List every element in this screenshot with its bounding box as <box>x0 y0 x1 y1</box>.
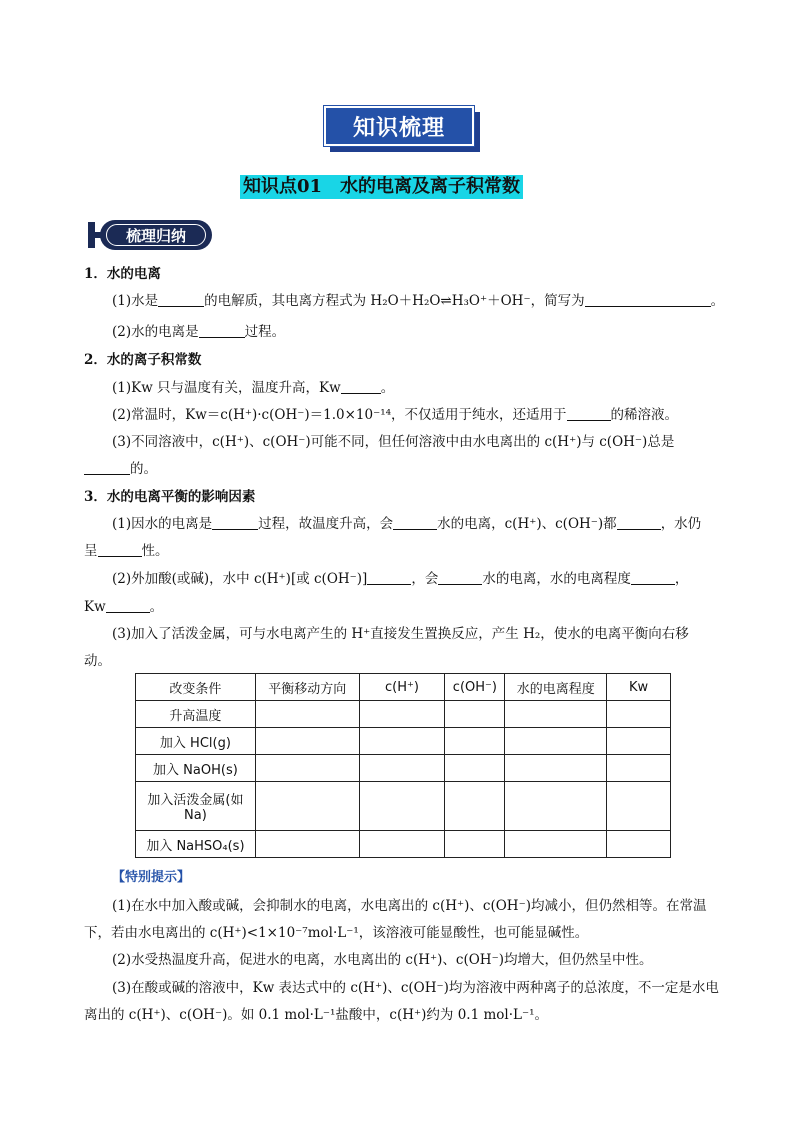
fill-blank[interactable] <box>341 379 381 394</box>
text: 的稀溶液。 <box>610 407 679 423</box>
tip-line-5: 离出的 c(H⁺)、c(OH⁻)。如 0.1 mol·L⁻¹盐酸中，c(H⁺)约为 0.1 mol·L⁻¹。 <box>84 1007 549 1023</box>
answer-cell[interactable] <box>445 701 505 728</box>
text: (1)水是 <box>112 293 159 309</box>
tip-line-1: (1)在水中加入酸或碱，会抑制水的电离，水电离出的 c(H⁺)、c(OH⁻)均减小，但仍然相等。在常温 <box>112 898 707 914</box>
special-tip-heading: 【特别提示】 <box>112 870 191 885</box>
section-2-title: 2．水的离子积常数 <box>84 352 202 368</box>
text: 。 <box>380 380 395 396</box>
table-header: 平衡移动方向 <box>255 674 359 701</box>
fill-blank[interactable] <box>617 515 661 530</box>
fill-blank[interactable] <box>98 542 142 557</box>
answer-cell[interactable] <box>607 755 671 782</box>
table-header: 水的电离程度 <box>505 674 607 701</box>
answer-cell[interactable] <box>359 728 445 755</box>
s3-line-5: (3)加入了活泼金属，可与水电离产生的 H⁺直接发生置换反应，产生 H₂，使水的电离平衡向右移 <box>112 626 689 642</box>
fill-blank[interactable] <box>438 570 482 585</box>
tip-line-4: (3)在酸或碱的溶液中，Kw 表达式中的 c(H⁺)、c(OH⁻)均为溶液中两种离子的总浓度，不一定是水电 <box>112 980 719 996</box>
s3-line-4 <box>84 595 163 615</box>
row-label: 升高温度 <box>136 701 256 728</box>
tag-label: 梳理归纳 <box>100 220 212 250</box>
table-header-row <box>136 674 671 701</box>
text: 过程，故温度升高，会 <box>258 516 394 532</box>
text: (1)Kw 只与温度有关，温度升高，Kw <box>112 380 341 396</box>
answer-cell[interactable] <box>445 831 505 858</box>
answer-cell[interactable] <box>505 728 607 755</box>
text: 水的电离，c(H⁺)、c(OH⁻)都 <box>437 516 617 532</box>
text: 过程。 <box>244 324 286 340</box>
row-label: 加入 HCl(g) <box>136 728 256 755</box>
banner-title: 知识梳理 <box>324 106 474 146</box>
table-header: c(OH⁻) <box>445 674 505 701</box>
row-label: 加入 NaHSO₄(s) <box>136 831 256 858</box>
s2-line-4 <box>84 457 157 477</box>
answer-cell[interactable] <box>505 782 607 831</box>
section-3-title: 3．水的电离平衡的影响因素 <box>84 489 256 505</box>
answer-cell[interactable] <box>445 728 505 755</box>
table-header: 改变条件 <box>136 674 256 701</box>
text: (2)外加酸(或碱)，水中 c(H⁺)[或 c(OH⁻)] <box>112 571 368 587</box>
text: 呈 <box>84 543 98 559</box>
answer-cell[interactable] <box>445 782 505 831</box>
section-1-title: 1．水的电离 <box>84 266 161 282</box>
answer-cell[interactable] <box>505 831 607 858</box>
section-banner <box>324 106 480 152</box>
s1-line-2 <box>112 320 285 340</box>
answer-cell[interactable] <box>359 831 445 858</box>
text: Kw <box>84 599 106 615</box>
text: 性。 <box>141 543 169 559</box>
fill-blank[interactable] <box>585 292 711 307</box>
text: 的电解质，其电离方程式为 H₂O＋H₂O⇌H₃O⁺＋OH⁻，简写为 <box>204 293 585 309</box>
s3-line-3 <box>112 567 688 587</box>
answer-cell[interactable] <box>607 831 671 858</box>
s3-line-2 <box>84 539 169 559</box>
text: (2)常温时，Kw＝c(H⁺)·c(OH⁻)＝1.0×10⁻¹⁴，不仅适用于纯水，还适用于 <box>112 407 567 423</box>
text: (1)因水的电离是 <box>112 516 213 532</box>
table-row <box>136 831 671 858</box>
condition-table <box>135 673 671 858</box>
fill-blank[interactable] <box>199 323 245 338</box>
answer-cell[interactable] <box>607 782 671 831</box>
fill-blank[interactable] <box>393 515 437 530</box>
text: 。 <box>710 293 725 309</box>
answer-cell[interactable] <box>359 701 445 728</box>
tip-line-2: 下，若由水电离出的 c(H⁺)<1×10⁻⁷mol·L⁻¹，该溶液可能显酸性，也可能显碱性。 <box>84 925 589 941</box>
text: (2)水的电离是 <box>112 324 199 340</box>
answer-cell[interactable] <box>505 701 607 728</box>
table-header: Kw <box>607 674 671 701</box>
text: ，水仍 <box>660 516 702 532</box>
s2-line-1 <box>112 376 394 396</box>
s2-line-3: (3)不同溶液中，c(H⁺)、c(OH⁻)可能不同，但任何溶液中由水电离出的 c(H⁺)与 c(OH⁻)总是 <box>112 434 675 450</box>
answer-cell[interactable] <box>505 755 607 782</box>
fill-blank[interactable] <box>84 460 130 475</box>
answer-cell[interactable] <box>255 728 359 755</box>
answer-cell[interactable] <box>255 782 359 831</box>
table-row <box>136 755 671 782</box>
answer-cell[interactable] <box>255 831 359 858</box>
answer-cell[interactable] <box>359 755 445 782</box>
text: 的。 <box>130 461 157 477</box>
answer-cell[interactable] <box>255 701 359 728</box>
table-row <box>136 701 671 728</box>
fill-blank[interactable] <box>631 570 675 585</box>
fill-blank[interactable] <box>106 598 150 613</box>
tip-line-3: (2)水受热温度升高，促进水的电离，水电离出的 c(H⁺)、c(OH⁻)均增大，但仍然呈中性。 <box>112 952 653 968</box>
answer-cell[interactable] <box>255 755 359 782</box>
answer-cell[interactable] <box>607 728 671 755</box>
row-label: 加入活泼金属(如 Na) <box>136 782 256 831</box>
table-row <box>136 782 671 831</box>
text: ，会 <box>411 571 439 587</box>
tag-bar <box>88 222 95 248</box>
table-row <box>136 728 671 755</box>
text: 。 <box>149 599 164 615</box>
table-header: c(H⁺) <box>359 674 445 701</box>
summary-tag <box>88 218 216 252</box>
s2-line-2 <box>112 403 678 423</box>
answer-cell[interactable] <box>445 755 505 782</box>
row-label: 加入 NaOH(s) <box>136 755 256 782</box>
answer-cell[interactable] <box>607 701 671 728</box>
fill-blank[interactable] <box>158 292 204 307</box>
answer-cell[interactable] <box>359 782 445 831</box>
text: 水的电离，水的电离程度 <box>482 571 631 587</box>
fill-blank[interactable] <box>212 515 258 530</box>
knowledge-point-title: 知识点01 水的电离及离子积常数 <box>240 175 523 199</box>
s1-line-1 <box>112 289 724 309</box>
fill-blank[interactable] <box>367 570 411 585</box>
fill-blank[interactable] <box>567 406 611 421</box>
text: ， <box>674 571 689 587</box>
s3-line-6: 动。 <box>84 653 111 669</box>
s3-line-1 <box>112 512 701 532</box>
